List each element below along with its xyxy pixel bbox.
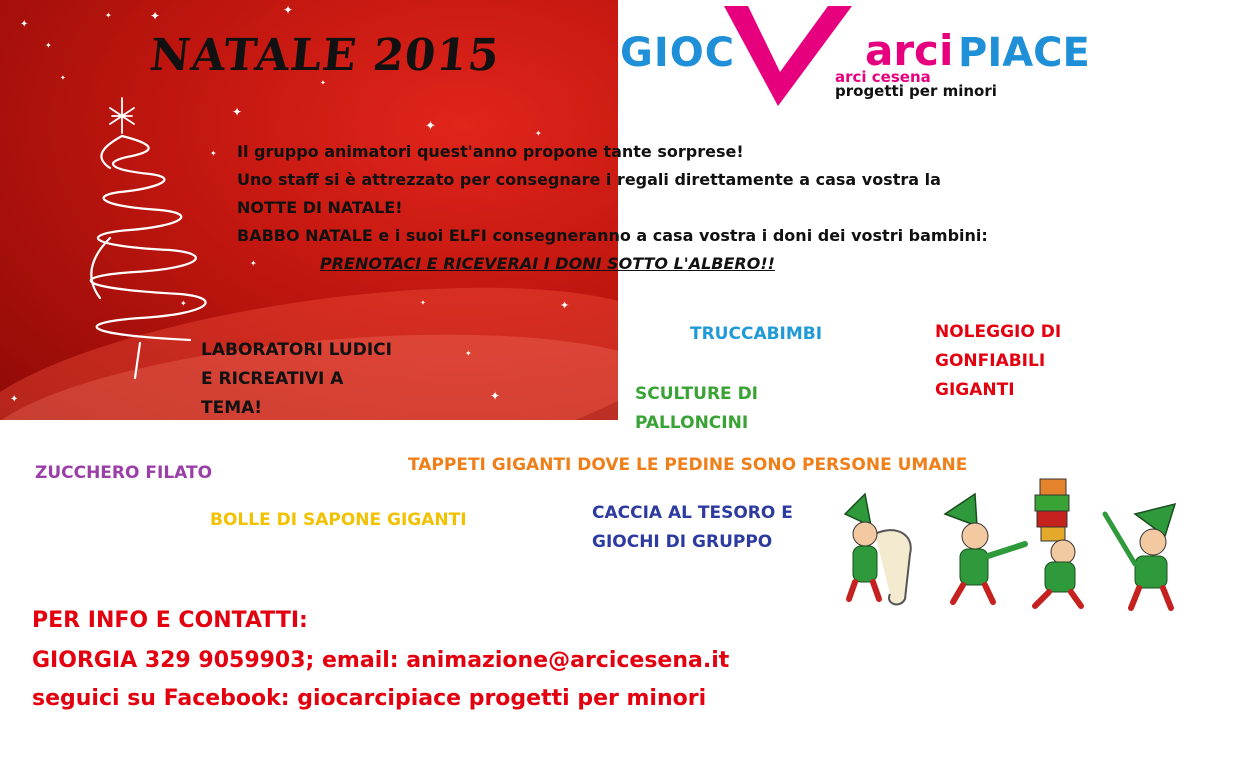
activity-noleggio	[935, 318, 1061, 405]
activity-line: GIOCHI DI GRUPPO	[592, 532, 773, 552]
activity-line: SCULTURE DI	[635, 384, 759, 404]
star-icon: ✦	[10, 394, 19, 405]
star-icon: ✦	[105, 11, 112, 20]
activity-line: LABORATORI LUDICI	[201, 340, 392, 360]
intro-line: NOTTE DI NATALE!	[237, 198, 403, 217]
booking-call-to-action: PRENOTACI E RICEVERAI I DONI SOTTO L'ALBERO!!	[320, 254, 775, 273]
star-icon: ✦	[420, 299, 426, 307]
activity-truccabimbi: TRUCCABIMBI	[690, 324, 823, 344]
star-icon: ✦	[45, 41, 52, 50]
star-icon: ✦	[490, 389, 501, 403]
logo-subtitle-arci-cesena: arci cesena	[835, 68, 931, 86]
activity-line: NOLEGGIO DI	[935, 322, 1062, 342]
elves-illustration	[835, 474, 1195, 614]
star-icon: ✦	[535, 129, 542, 138]
activity-line: PALLONCINI	[635, 413, 749, 433]
star-icon: ✦	[210, 149, 217, 158]
page-title: NATALE 2015	[147, 30, 503, 81]
intro-line: Uno staff si è attrezzato per consegnare i regali direttamente a casa vostra la	[237, 170, 941, 189]
star-icon: ✦	[20, 19, 29, 30]
activity-line: GONFIABILI	[935, 351, 1046, 371]
star-icon: ✦	[465, 349, 472, 358]
activity-line: E RICREATIVI A	[201, 369, 344, 389]
star-icon: ✦	[150, 9, 161, 23]
logo-subtitle-progetti: progetti per minori	[835, 82, 997, 100]
intro-line: Il gruppo animatori quest'anno propone tante sorprese!	[237, 142, 744, 161]
activity-caccia	[592, 499, 793, 557]
star-icon: ✦	[232, 105, 243, 119]
activity-line: TEMA!	[201, 398, 263, 418]
star-icon: ✦	[250, 259, 257, 268]
contacts-heading: PER INFO E CONTATTI:	[32, 608, 308, 633]
activity-laboratori	[201, 336, 392, 423]
star-icon: ✦	[320, 79, 326, 87]
star-icon: ✦	[283, 3, 294, 17]
activity-zucchero: ZUCCHERO FILATO	[35, 463, 213, 483]
activity-bolle: BOLLE DI SAPONE GIGANTI	[210, 510, 467, 530]
activity-line: GIGANTI	[935, 380, 1015, 400]
activity-line: CACCIA AL TESORO E	[592, 503, 793, 523]
contacts-facebook: seguici su Facebook: giocarcipiace progetti per minori	[32, 686, 707, 711]
star-icon: ✦	[560, 299, 570, 312]
logo-piace: PIACE	[958, 30, 1090, 76]
intro-line: BABBO NATALE e i suoi ELFI consegneranno a casa vostra i doni dei vostri bambini:	[237, 226, 988, 245]
star-icon: ✦	[60, 74, 66, 82]
activity-sculture	[635, 380, 758, 438]
logo-gioc: GIOC	[620, 30, 736, 76]
contacts-phone-email: GIORGIA 329 9059903; email: animazione@arcicesena.it	[32, 648, 730, 673]
star-icon: ✦	[180, 299, 187, 308]
activity-tappeti: TAPPETI GIGANTI DOVE LE PEDINE SONO PERSONE UMANE	[408, 455, 968, 475]
star-icon: ✦	[425, 119, 436, 134]
giocarcipiace-logo	[620, 2, 1100, 112]
logo-arci: arci	[865, 26, 954, 75]
